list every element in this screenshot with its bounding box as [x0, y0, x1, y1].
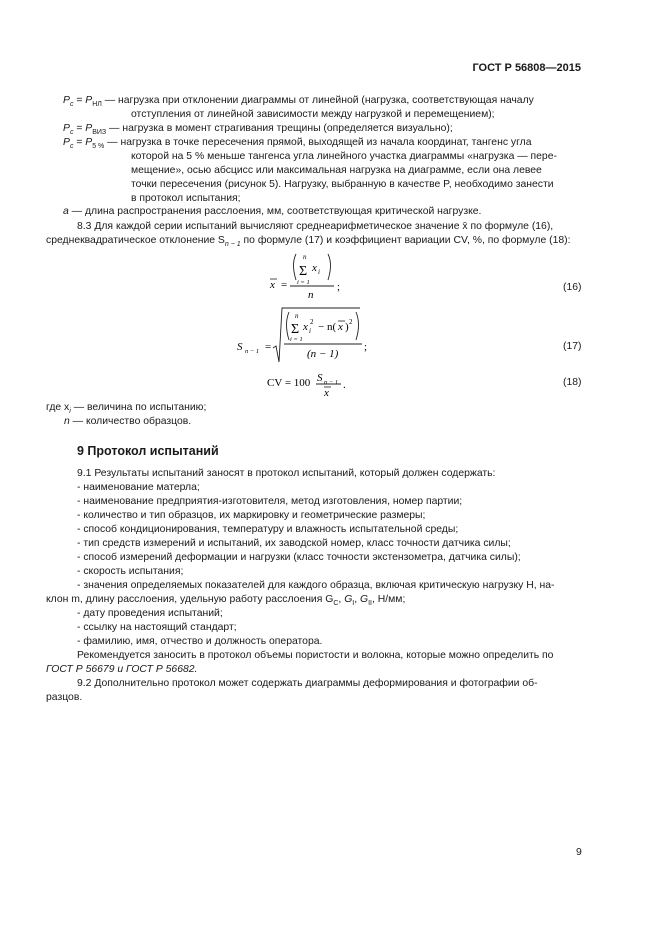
list-item: - наименование предприятия-изготовителя, метод изготовления, номер партии;	[77, 496, 463, 507]
xi-subscript: i	[309, 327, 311, 335]
xi-subscript: i	[318, 268, 320, 276]
where-line-2	[64, 416, 191, 427]
formula-17	[235, 306, 375, 366]
definition-text: — длина распространения расслоения, мм, соответствующая критической нагрузке.	[71, 206, 482, 217]
definition-text: точки пересечения (рисунок 5). Нагрузку, выбранную в качестве P, необходимо занести	[131, 179, 554, 190]
text-run: среднеквадратическое отклонение S	[46, 235, 225, 246]
formula-16	[230, 250, 370, 302]
equals-sign: =	[265, 341, 272, 353]
paragraph-9-2-line1: 9.2 Дополнительно протокол может содержать диаграммы деформирования и фотографии об-	[77, 678, 538, 689]
equation-number-16: (16)	[563, 282, 582, 293]
denominator: x	[324, 387, 329, 399]
text-run: где x	[46, 402, 70, 413]
text-run: — величина по испытанию;	[70, 402, 207, 413]
subscript: C	[333, 600, 339, 608]
equation-number-18: (18)	[563, 377, 582, 388]
definition-text: отступления от линейной зависимости между нагрузкой и перемещением);	[131, 109, 495, 120]
paragraph-9-2-line2: разцов.	[46, 692, 83, 703]
sum-sign: Σ	[299, 264, 308, 279]
list-item: - фамилию, имя, отчество и должность оператора.	[77, 636, 323, 647]
text-run: , Н/мм;	[372, 594, 406, 605]
list-item-values-line1: - значения определяемых показателей для каждого образца, включая критическую нагрузку H, на-	[77, 580, 555, 591]
period: .	[343, 379, 346, 391]
list-item: - тип средств измерений и испытаний, их заводской номер, класс точности датчика силы;	[77, 538, 511, 549]
definition-p-nl: $P_c = P_{НЛ}$ — нагрузка при отклонении диаграммы от линейной (нагрузка, соответствующая началу	[63, 95, 534, 109]
definition-text: в протокол испытания;	[131, 193, 241, 204]
sum-upper-limit: n	[295, 312, 299, 320]
where-line-1	[46, 402, 206, 415]
standard-header: ГОСТ Р 56808—2015	[472, 62, 581, 74]
text-run: клон m, длину расслоения, удельную работу расслоения G	[46, 594, 334, 605]
denominator: (n − 1)	[307, 348, 339, 360]
definition-p-5: $P_c = P_{5 \%}$ — нагрузка в точке пересечения прямой, выходящей из начала координат, тангенс угла	[63, 137, 532, 151]
lhs-subscript: n − 1	[245, 348, 260, 355]
text-run: по формуле (17) и коэффициент вариации CV, %, по формуле (18):	[240, 235, 571, 246]
equation-number-17: (17)	[563, 341, 582, 352]
recommendation-line1: Рекомендуется заносить в протокол объемы пористости и волокна, которые можно определить по	[77, 650, 554, 661]
sum-upper-limit: n	[303, 253, 307, 261]
subscript: I	[352, 600, 355, 608]
denominator: n	[308, 289, 314, 301]
list-item: - дату проведения испытаний;	[77, 608, 223, 619]
list-item: - ссылку на настоящий стандарт;	[77, 622, 237, 633]
definition-p-viz: $P_c = P_{ВИЗ}$ — нагрузка в момент страгивания трещины (определяется визуально);	[63, 123, 453, 137]
text-run: — количество образцов.	[69, 416, 192, 427]
square-superscript: 2	[349, 318, 353, 326]
list-item: - скорость испытания;	[77, 566, 184, 577]
equals-sign: =	[281, 279, 288, 291]
list-item-values-line2: клон m, длину расслоения, удельную работу расслоения $G_C$, $G_I$, $G_{II}$, Н/мм;	[46, 594, 406, 608]
xbar-symbol: x	[270, 279, 275, 291]
formula-18	[265, 368, 365, 400]
list-item: - способ кондиционирования, температуру и влажность испытательной среды;	[77, 524, 459, 535]
list-item: - способ измерений деформации и нагрузки (класс точности экстензометра, датчика силы);	[77, 552, 521, 563]
semicolon: ;	[337, 281, 341, 293]
numerator: S	[317, 372, 323, 384]
paragraph-9-1: 9.1 Результаты испытаний заносят в протокол испытаний, который должен содержать:	[77, 468, 496, 479]
xi-superscript: 2	[310, 318, 314, 326]
close-paren: )	[345, 321, 349, 333]
xi-term: x	[312, 262, 317, 274]
list-item: - количество и тип образцов, их маркировку и геометрические размеры;	[77, 510, 426, 521]
xbar-symbol: x	[338, 321, 343, 333]
definition-text: — нагрузка при отклонении диаграммы от линейной (нагрузка, соответствующая началу	[104, 95, 534, 106]
numerator-subscript: n − 1	[324, 379, 339, 386]
lhs-expression: CV = 100	[267, 377, 311, 389]
xi-term: x	[303, 321, 308, 333]
subscript: n − 1	[224, 241, 241, 249]
paragraph-8-3-line2	[46, 235, 570, 248]
definition-text: мещение», осью абсцисс или максимальная нагрузка на диаграмме, если она левее	[131, 165, 542, 176]
sum-lower-limit: i = 1	[290, 336, 303, 343]
symbol: n	[64, 416, 70, 427]
lhs-symbol: S	[237, 341, 243, 353]
recommendation-line2: ГОСТ Р 56679 и ГОСТ Р 56682.	[46, 664, 198, 675]
definition-text: которой на 5 % меньше тангенса угла линейного участка диаграммы «нагрузка — пере-	[131, 151, 557, 162]
section-9-title: 9 Протокол испытаний	[77, 444, 219, 458]
paragraph-8-3-line1: 8.3 Для каждой серии испытаний вычисляют среднеарифметическое значение x̄ по формуле (16),	[77, 221, 554, 232]
sum-lower-limit: i = 1	[297, 279, 310, 286]
page-number: 9	[576, 846, 582, 858]
list-item: - наименование матерла;	[77, 482, 200, 493]
semicolon: ;	[364, 341, 368, 353]
definition-a: a — длина распространения расслоения, мм, соответствующая критической нагрузке.	[63, 206, 482, 217]
definition-text: — нагрузка в момент страгивания трещины (определяется визуально);	[109, 123, 453, 134]
sum-sign: Σ	[291, 322, 300, 337]
subscript: i	[69, 408, 71, 416]
definition-text: — нагрузка в точке пересечения прямой, выходящей из начала координат, тангенс угла	[107, 137, 532, 148]
subscript: II	[368, 600, 372, 608]
minus-n-term: − n(	[318, 321, 337, 333]
